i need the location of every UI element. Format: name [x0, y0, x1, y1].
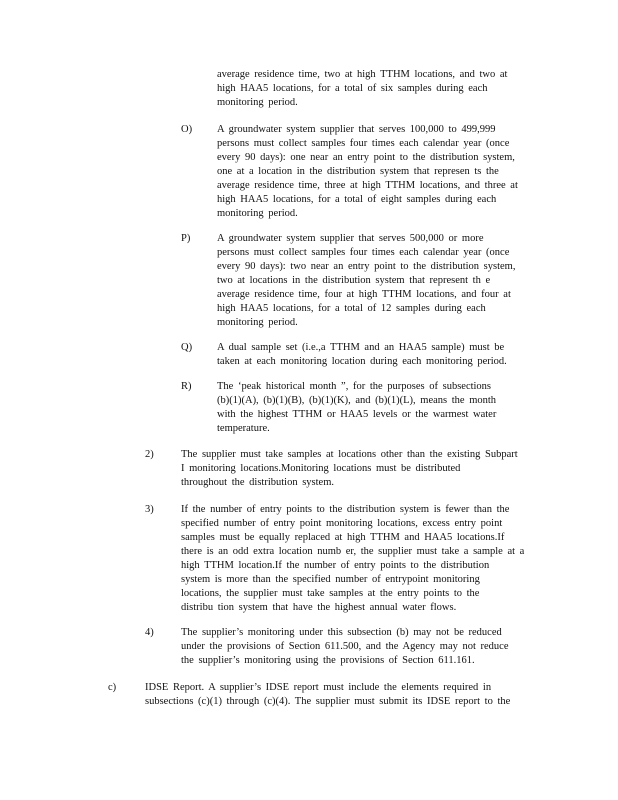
text-line: IDSE Report. A supplier’s IDSE report must include the elements required in: [145, 682, 492, 693]
text-line: monitoring period.: [217, 208, 298, 219]
text-line: with the highest TTHM or HAA5 levels or the warmest water: [217, 409, 497, 420]
item-label-o: O): [181, 124, 193, 135]
text-line: The supplier must take samples at locations other than the existing Subpart: [181, 449, 518, 460]
text-line: average residence time, three at high TTHM locations, and three at: [217, 180, 518, 191]
text-line: I monitoring locations.Monitoring locations must be distributed: [181, 463, 461, 474]
item-label-4: 4): [145, 627, 154, 638]
text-line: high TTHM location.If the number of entry points to the distribution: [181, 560, 490, 571]
text-line: temperature.: [217, 423, 270, 434]
text-line: (b)(1)(A), (b)(1)(B), (b)(1)(K), and (b)(1)(L), means the month: [217, 395, 497, 406]
text-line: there is an odd extra location numb er, the supplier must take a sample at a: [181, 546, 525, 557]
text-line: monitoring period.: [217, 317, 298, 328]
item-label-r: R): [181, 381, 192, 392]
text-line: The supplier’s monitoring under this subsection (b) may not be reduced: [181, 627, 502, 638]
continuation-text: [217, 68, 537, 110]
item-label-3: 3): [145, 504, 154, 515]
text-line: one at a location in the distribution system that represen ts the: [217, 166, 499, 177]
text-line: under the provisions of Section 611.500, and the Agency may not reduce: [181, 641, 509, 652]
text-line: monitoring period.: [217, 97, 298, 108]
text-line: persons must collect samples four times each calendar year (once: [217, 138, 510, 149]
text-line: If the number of entry points to the distribution system is fewer than the: [181, 504, 510, 515]
item-label-q: Q): [181, 342, 193, 353]
text-line: locations, the supplier must take samples at the entry points to the: [181, 588, 480, 599]
text-line: system is more than the specified number of entrypoint monitoring: [181, 574, 480, 585]
item-label-p: P): [181, 233, 191, 244]
item-text-4: [181, 626, 539, 668]
text-line: every 90 days): one near an entry point to the distribution system,: [217, 152, 515, 163]
item-text-3: [181, 503, 539, 615]
text-line: average residence time, four at high TTHM locations, and four at: [217, 289, 511, 300]
item-text-o: [217, 123, 539, 221]
text-line: A dual sample set (i.e.,a TTHM and an HAA5 sample) must be: [217, 342, 505, 353]
text-line: persons must collect samples four times each calendar year (once: [217, 247, 510, 258]
text-line: specified number of entry point monitoring locations, excess entry point: [181, 518, 503, 529]
item-text-q: [217, 341, 539, 369]
text-line: subsections (c)(1) through (c)(4). The supplier must submit its IDSE report to the: [145, 696, 511, 707]
text-line: throughout the distribution system.: [181, 477, 334, 488]
text-line: high HAA5 locations, for a total of 12 samples during each: [217, 303, 486, 314]
text-line: distribu tion system that have the highest annual water flows.: [181, 602, 457, 613]
text-line: two at locations in the distribution system that represent th e: [217, 275, 491, 286]
item-text-r: [217, 380, 539, 436]
text-line: average residence time, two at high TTHM locations, and two at: [217, 69, 508, 80]
text-line: taken at each monitoring location during each monitoring period.: [217, 356, 507, 367]
item-label-c: c): [108, 682, 117, 693]
text-line: samples must be equally replaced at high TTHM and HAA5 locations.If: [181, 532, 505, 543]
text-line: every 90 days): two near an entry point to the distribution system,: [217, 261, 516, 272]
item-text-2: [181, 448, 539, 490]
text-line: A groundwater system supplier that serves 500,000 or more: [217, 233, 484, 244]
item-text-c: [145, 681, 539, 709]
item-label-2: 2): [145, 449, 154, 460]
text-line: A groundwater system supplier that serves 100,000 to 499,999: [217, 124, 496, 135]
text-line: The ‘peak historical month ”, for the purposes of subsections: [217, 381, 492, 392]
text-line: high HAA5 locations, for a total of eight samples during each: [217, 194, 497, 205]
text-line: high HAA5 locations, for a total of six samples during each: [217, 83, 488, 94]
item-text-p: [217, 232, 539, 330]
text-line: the supplier’s monitoring using the provisions of Section 611.161.: [181, 655, 475, 666]
